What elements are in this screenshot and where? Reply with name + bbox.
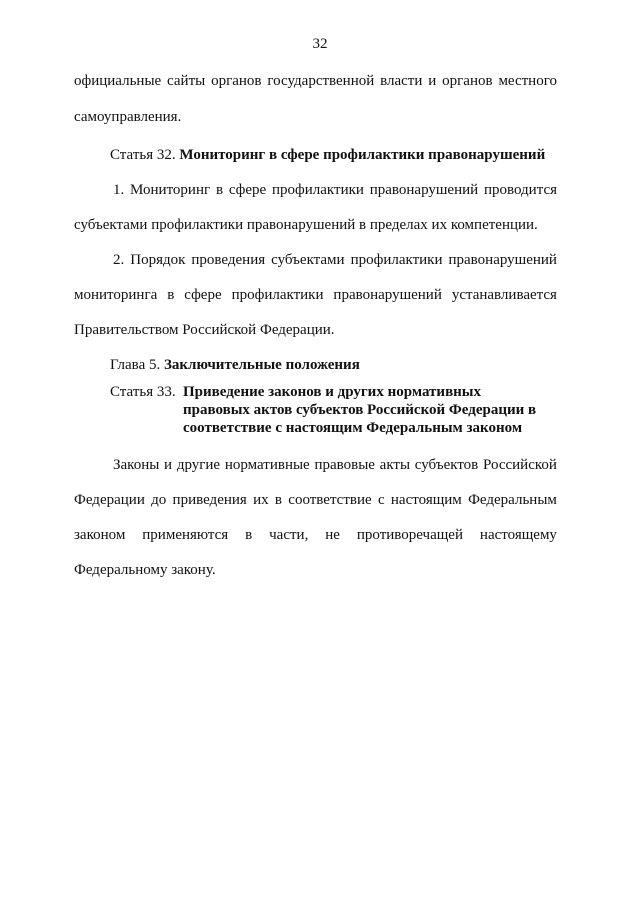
paragraph-line xyxy=(113,251,557,269)
word: правонарушений xyxy=(369,182,479,198)
word: и xyxy=(164,457,173,473)
page-number: 32 xyxy=(312,36,328,52)
paragraph-line: Федеральному закону. xyxy=(74,562,216,578)
word: сайты xyxy=(167,73,206,89)
word: в xyxy=(167,287,175,303)
word: с xyxy=(377,492,385,508)
chapter-5-heading xyxy=(110,356,360,374)
word: применяются xyxy=(142,527,229,543)
word: противоречащей xyxy=(356,527,463,543)
paragraph-line: субъектами профилактики правонарушений в пределах их компетенции. xyxy=(74,217,538,233)
word: 2. xyxy=(113,252,125,268)
chapter-5-title: Заключительные положения xyxy=(163,357,360,373)
paragraph-line: Правительством Российской Федерации. xyxy=(74,322,335,338)
word: в xyxy=(245,527,253,543)
word: проводится xyxy=(483,182,557,198)
word: мониторинга xyxy=(74,287,158,303)
word: профилактики xyxy=(350,252,443,268)
article-32-number: Статья 32. xyxy=(110,147,176,163)
article-33-title-line: правовых актов субъектов Российской Федерации в xyxy=(183,402,537,418)
word: субъектами xyxy=(271,252,345,268)
word: правонарушений xyxy=(333,287,442,303)
word: Порядок xyxy=(130,252,186,268)
paragraph-line xyxy=(113,181,557,199)
word: до xyxy=(151,492,167,508)
word: законом xyxy=(74,527,126,543)
word: соответствие xyxy=(288,492,372,508)
word: и xyxy=(428,73,437,89)
word: органов xyxy=(211,73,262,89)
chapter-5-number: Глава 5. xyxy=(110,357,161,373)
word: государственной xyxy=(267,73,375,89)
article-33-number: Статья 33. xyxy=(110,384,176,400)
word: Российской xyxy=(483,457,557,473)
word: нормативные xyxy=(224,457,310,473)
article-33-title-line: Приведение законов и других нормативных xyxy=(183,384,482,400)
word: сфере xyxy=(184,287,222,303)
word: профилактики xyxy=(231,287,324,303)
word: в xyxy=(274,492,282,508)
word: настоящему xyxy=(479,527,557,543)
word: акты xyxy=(379,457,411,473)
word: правонарушений xyxy=(448,252,557,268)
word: их xyxy=(253,492,269,508)
word: части, xyxy=(269,527,309,543)
article-32-title: Мониторинг в сфере профилактики правонарушений xyxy=(179,147,546,163)
paragraph-line xyxy=(113,456,557,474)
paragraph-line xyxy=(74,286,557,304)
paragraph-line: самоуправления. xyxy=(74,109,182,125)
word: профилактики xyxy=(272,182,364,198)
word: субъектов xyxy=(414,457,479,473)
word: Законы xyxy=(113,457,160,473)
word: Федеральным xyxy=(468,492,557,508)
article-33-title-line: соответствие с настоящим Федеральным законом xyxy=(183,420,523,436)
word: 1. xyxy=(113,182,125,198)
word: власти xyxy=(380,73,423,89)
article-33-title xyxy=(183,383,536,437)
word: другие xyxy=(176,457,221,473)
word: в xyxy=(215,182,224,198)
paragraph-line xyxy=(74,491,557,509)
word: правовые xyxy=(314,457,375,473)
word: органов xyxy=(442,73,493,89)
paragraph-line xyxy=(74,72,557,90)
word: местного xyxy=(498,73,557,89)
word: не xyxy=(325,527,340,543)
word: устанавливается xyxy=(451,287,557,303)
word: проведения xyxy=(191,252,266,268)
word: настоящим xyxy=(390,492,462,508)
word: Федерации xyxy=(74,492,145,508)
paragraph-line xyxy=(74,526,557,544)
word: Мониторинг xyxy=(130,182,211,198)
word: официальные xyxy=(74,73,162,89)
word: сфере xyxy=(228,182,267,198)
word: приведения xyxy=(172,492,247,508)
article-32-heading xyxy=(110,146,545,164)
